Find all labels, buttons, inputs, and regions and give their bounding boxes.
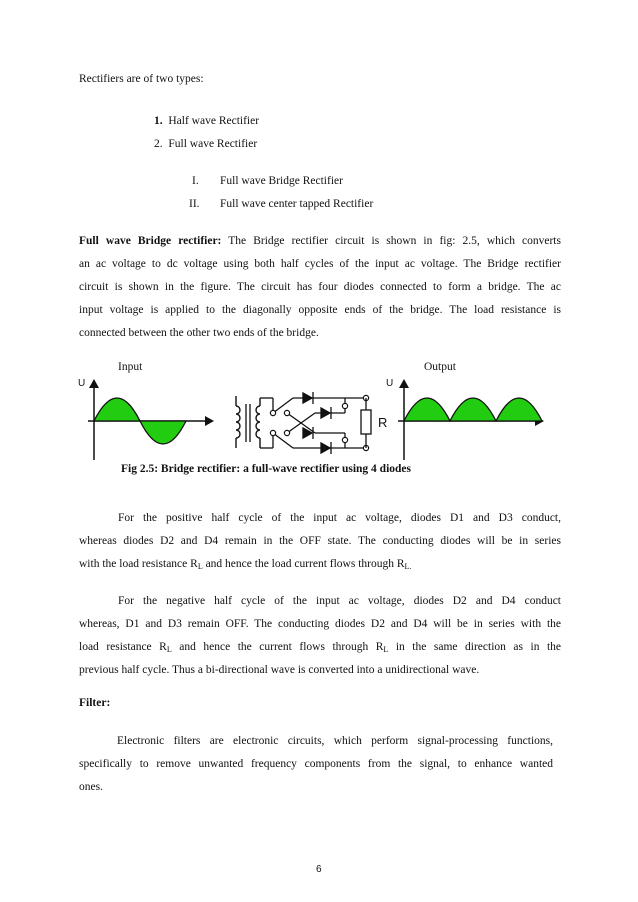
input-label: Input bbox=[118, 361, 143, 373]
input-waveform bbox=[78, 378, 214, 460]
list-number: 2. bbox=[154, 138, 163, 150]
page-number: 6 bbox=[316, 864, 322, 875]
input-axis-label: U bbox=[78, 378, 86, 389]
list-number: 1. bbox=[154, 115, 163, 127]
paragraph-line: ones. bbox=[79, 781, 103, 793]
bridge-rectifier-figure bbox=[75, 376, 565, 464]
output-waveform bbox=[386, 378, 544, 460]
paragraph-line: an ac voltage to dc voltage using both half cycles of the input ac voltage. The Bridge rectifier bbox=[79, 258, 561, 270]
paragraph-line: whereas, D1 and D3 remain OFF. The conducting diodes D2 and D4 will be in series with the bbox=[79, 618, 561, 630]
output-axis-label: U bbox=[386, 378, 394, 389]
paragraph-line: For the negative half cycle of the input ac voltage, diodes D2 and D4 conduct bbox=[118, 595, 561, 607]
list-item bbox=[154, 138, 257, 150]
sublist-number: II. bbox=[189, 198, 200, 210]
sublist-label: Full wave center tapped Rectifier bbox=[220, 198, 374, 210]
paragraph-line: input voltage is applied to the diagonally opposite ends of the bridge. The load resistance is bbox=[79, 304, 561, 316]
paragraph-line: whereas diodes D2 and D4 remain in the OFF state. The conducting diodes will be in series bbox=[79, 535, 561, 547]
sublist-label: Full wave Bridge Rectifier bbox=[220, 175, 343, 187]
resistor bbox=[361, 398, 371, 448]
transformer bbox=[236, 396, 260, 448]
diode-bridge bbox=[260, 392, 366, 454]
paragraph-line: For the positive half cycle of the input ac voltage, diodes D1 and D3 conduct, bbox=[118, 512, 561, 524]
filter-heading: Filter: bbox=[79, 697, 111, 709]
paragraph-line: load resistance $R_L$ and hence the current flows through $R_L$ in the same direction as in the bbox=[79, 641, 562, 654]
resistor-label: R bbox=[378, 415, 388, 430]
list-label: Full wave Rectifier bbox=[168, 138, 258, 150]
list-label: Half wave Rectifier bbox=[168, 115, 260, 127]
paragraph-line: previous half cycle. Thus a bi-directional wave is converted into a unidirectional wave. bbox=[79, 664, 480, 676]
paragraph-line: connected between the other two ends of the bridge. bbox=[79, 327, 319, 339]
list-item bbox=[154, 115, 259, 127]
paragraph-line: Full wave Bridge rectifier: The Bridge rectifier circuit is shown in fig: 2.5, which converts bbox=[79, 235, 561, 247]
paragraph-line: specifically to remove unwanted frequency components from the signal, to enhance wanted bbox=[79, 758, 553, 770]
section-heading: Full wave Bridge rectifier: bbox=[79, 235, 222, 247]
sublist-number: I. bbox=[192, 175, 199, 187]
paragraph-line: with the load resistance $R_L$ and hence the load current flows through $R_{L.}$ bbox=[79, 558, 412, 571]
paragraph-line: circuit is shown in the figure. The circuit has four diodes connected to form a bridge. The ac bbox=[79, 281, 561, 293]
paragraph-line: Electronic filters are electronic circuits, which perform signal-processing functions, bbox=[117, 735, 553, 747]
intro-text: Rectifiers are of two types: bbox=[79, 73, 204, 85]
figure-caption: Fig 2.5: Bridge rectifier: a full-wave rectifier using 4 diodes bbox=[121, 463, 411, 475]
output-label: Output bbox=[424, 361, 456, 373]
